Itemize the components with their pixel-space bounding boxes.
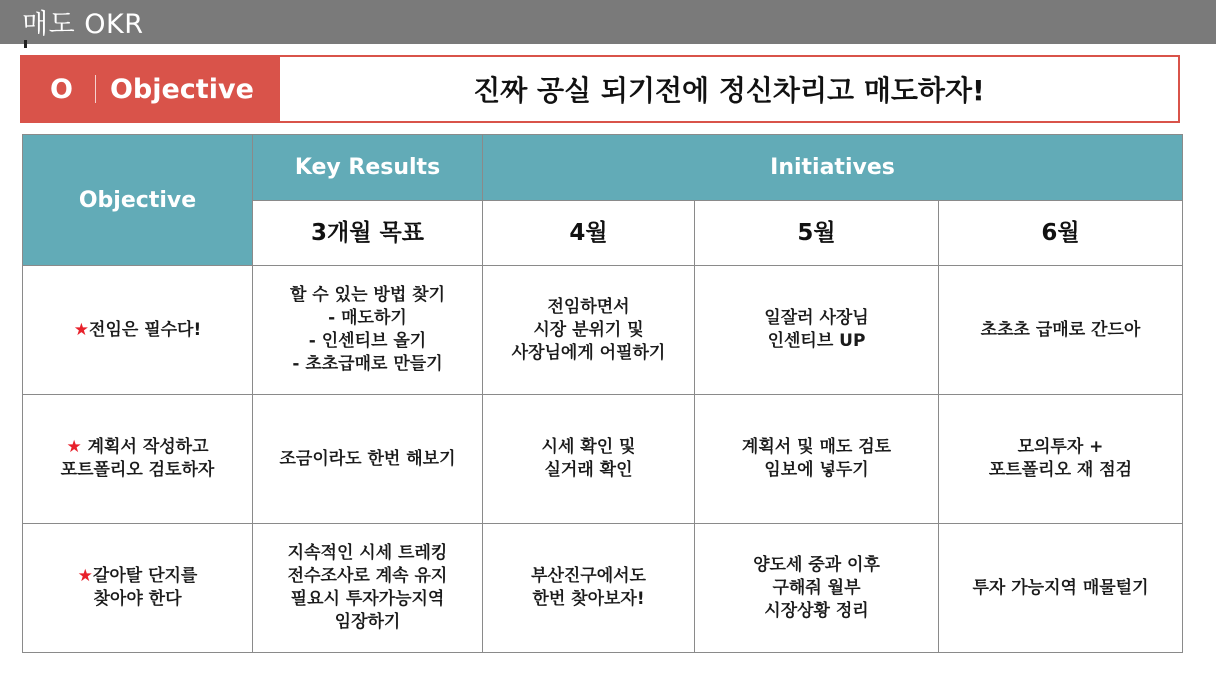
cell-line: 임보에 넣두기 bbox=[764, 460, 869, 480]
key-result-cell bbox=[253, 395, 483, 524]
header-objective: Objective bbox=[23, 135, 253, 266]
key-result-cell bbox=[253, 266, 483, 395]
cell-line: 투자 가능지역 매물털기 bbox=[972, 577, 1149, 598]
star-icon: ★ bbox=[73, 319, 90, 340]
objective-text: 갈아탈 단지를 bbox=[92, 566, 198, 586]
cell-line: 모의투자 + bbox=[1017, 437, 1104, 457]
may-cell bbox=[695, 524, 939, 653]
star-icon: ★ bbox=[77, 566, 93, 586]
page-title: 매도 OKR bbox=[22, 9, 144, 40]
objective-banner bbox=[20, 55, 1180, 123]
cell-line: 조금이라도 한번 해보기 bbox=[279, 448, 456, 469]
row-objective bbox=[23, 266, 253, 395]
subheader-june: 6월 bbox=[939, 201, 1183, 266]
table-row bbox=[23, 395, 1183, 524]
cell-line: 사장님에게 어필하기 bbox=[511, 342, 666, 363]
cell-line: 한번 찾아보자! bbox=[532, 589, 645, 609]
star-icon: ★ bbox=[66, 437, 82, 457]
objective-word: Objective bbox=[109, 73, 254, 105]
objective-divider bbox=[95, 75, 96, 103]
cell-line: 실거래 확인 bbox=[544, 460, 633, 480]
key-result-cell bbox=[253, 524, 483, 653]
objective-statement: 진짜 공실 되기전에 정신차리고 매도하자! bbox=[473, 74, 985, 107]
april-cell bbox=[483, 524, 695, 653]
april-cell bbox=[483, 266, 695, 395]
cell-line: - 매도하기 bbox=[328, 308, 407, 328]
april-cell bbox=[483, 395, 695, 524]
title-bar bbox=[0, 0, 1216, 44]
cell-line: 양도세 중과 이후 bbox=[753, 554, 880, 575]
cell-line: 전임하면서 bbox=[547, 296, 630, 317]
table-row bbox=[23, 524, 1183, 653]
cell-line bbox=[27, 565, 248, 588]
subheader-may: 5월 bbox=[695, 201, 939, 266]
objective-text: 전임은 필수다! bbox=[89, 319, 202, 340]
objective-banner-label bbox=[22, 57, 280, 121]
cell-line: 구해줘 월부 bbox=[772, 577, 861, 598]
objective-text: 계획서 작성하고 bbox=[81, 437, 209, 457]
cell-line: 전수조사로 계속 유지 bbox=[287, 566, 448, 586]
cell-line: 포트폴리오 검토하자 bbox=[60, 460, 215, 480]
okr-table bbox=[22, 134, 1183, 653]
cell-line bbox=[27, 436, 248, 459]
title-marker bbox=[24, 40, 27, 48]
cell-line: 임장하기 bbox=[334, 612, 401, 632]
cell-line: 시장상황 정리 bbox=[764, 600, 869, 621]
may-cell bbox=[695, 395, 939, 524]
cell-line: 시장 분위기 및 bbox=[533, 319, 644, 340]
row-objective bbox=[23, 524, 253, 653]
cell-line: 필요시 투자가능지역 bbox=[290, 589, 445, 609]
cell-line: 초초초 급매로 간드아 bbox=[980, 319, 1141, 340]
june-cell bbox=[939, 266, 1183, 395]
objective-letter: O bbox=[50, 73, 73, 105]
row-objective bbox=[23, 395, 253, 524]
cell-line: - 초초급매로 만들기 bbox=[292, 354, 443, 374]
subheader-april: 4월 bbox=[483, 201, 695, 266]
header-initiatives: Initiatives bbox=[483, 135, 1183, 201]
cell-line: 시세 확인 및 bbox=[541, 437, 636, 457]
june-cell bbox=[939, 395, 1183, 524]
cell-line: - 인센티브 올기 bbox=[308, 331, 427, 351]
june-cell bbox=[939, 524, 1183, 653]
cell-line: 지속적인 시세 트레킹 bbox=[287, 543, 448, 563]
cell-line: 포트폴리오 재 점검 bbox=[988, 460, 1133, 480]
header-key-results: Key Results bbox=[253, 135, 483, 201]
table-row bbox=[23, 266, 1183, 395]
cell-line: 찾아야 한다 bbox=[93, 589, 182, 609]
cell-line: 일잘러 사장님 bbox=[764, 308, 869, 328]
cell-line: 부산진구에서도 bbox=[531, 566, 646, 586]
subheader-3-month-goal: 3개월 목표 bbox=[253, 201, 483, 266]
cell-line: 계획서 및 매도 검토 bbox=[741, 437, 892, 457]
cell-line: 인센티브 UP bbox=[767, 331, 866, 351]
may-cell bbox=[695, 266, 939, 395]
cell-line: 할 수 있는 방법 찾기 bbox=[289, 285, 446, 305]
